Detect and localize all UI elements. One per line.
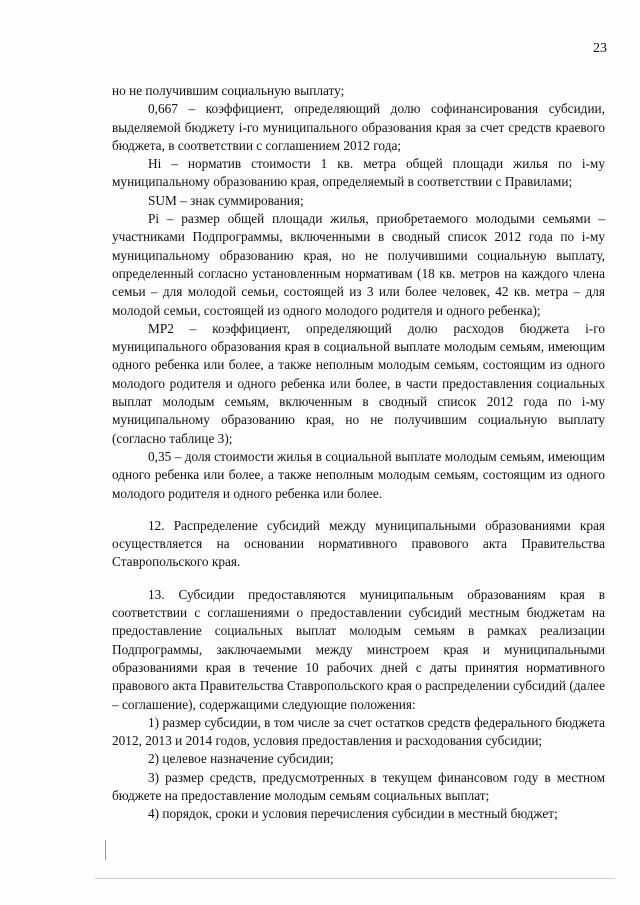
list-item-2: 2) целевое назначение субсидии;	[148, 751, 334, 767]
paragraph-norm-cost: Нi – норматив стоимости 1 кв. метра общей площади жилья по i-му муниципальному образованию края, определяемый в соответствии с Правилами;	[112, 156, 605, 190]
document-body	[112, 82, 605, 824]
paragraph-sum-sign: SUM – знак суммирования;	[148, 192, 304, 208]
paragraph-coefficient-0667: 0,667 – коэффициент, определяющий долю софинансирования субсидии, выделяемой бюджету i-го муниципального образования края за счет средств краевого бюджета, в соответствии с соглашением 2012 года;	[112, 101, 605, 153]
paragraph-area-size: Рi – размер общей площади жилья, приобретаемого молодыми семьями – участниками Подпрограммы, включенными в сводный список 2012 года по i-му муниципальному образованию края, но не получившими социальную выплату, определенный согласно установленным нормативам (18 кв. метров на каждого члена семьи – для молодой семьи, состоящей из 3 или более человек, 42 кв. метра – для молодой семьи, состоящей из одного молодого родителя и одного ребенка);	[112, 211, 605, 318]
list-item-1: 1) размер субсидии, в том числе за счет остатков средств федерального бюджета 2012, 2013 и 2014 годов, условия предоставления и расходования субсидии;	[112, 714, 605, 749]
paragraph-item-12: 12. Распределение субсидий между муниципальными образованиями края осуществляется на основании нормативного правового акта Правительства Ставропольского края.	[112, 517, 605, 570]
paragraph-mp2-coefficient: МР2 – коэффициент, определяющий долю расходов бюджета i-го муниципального образования края в социальной выплате молодым семьям, имеющим одного ребенка или более, а также неполным молодым семьям, состоящим из одного молодого родителя и одного ребенка или более, в части предоставления социальных выплат молодым семьям, включенным в сводный список 2012 года по i-му муниципальному образованию края, но не получившим социальную выплату (согласно таблице 3);	[112, 320, 605, 446]
list-item-4: 4) порядок, сроки и условия перечисления субсидии в местный бюджет;	[148, 806, 558, 822]
scan-edge-line	[95, 878, 615, 879]
paragraph-share-035: 0,35 – доля стоимости жилья в социальной выплате молодым семьям, имеющим одного ребенка или более, а также неполным молодым семьям, состоящим из одного молодого родителя и одного ребенка или более.	[112, 448, 605, 501]
list-item-3: 3) размер средств, предусмотренных в текущем финансовом году в местном бюджете на предоставление молодым семьям социальных выплат;	[112, 769, 605, 803]
scan-artifact	[105, 840, 106, 860]
paragraph-continuation: но не получившим социальную выплату;	[112, 83, 345, 98]
paragraph-item-13: 13. Субсидии предоставляются муниципальным образованиям края в соответствии с соглашениями о предоставлении субсидий местным бюджетам на предоставление социальных выплат молодым семьям в рамках реализации Подпрограммы, заключаемыми между минстроем края и муниципальными образованиями края в течение 10 рабочих дней с даты принятия нормативного правового акта Правительства Ставропольского края о распределении субсидий (далее – соглашение), содержащими следующие положения:	[112, 586, 605, 712]
page-number: 23	[593, 41, 607, 56]
